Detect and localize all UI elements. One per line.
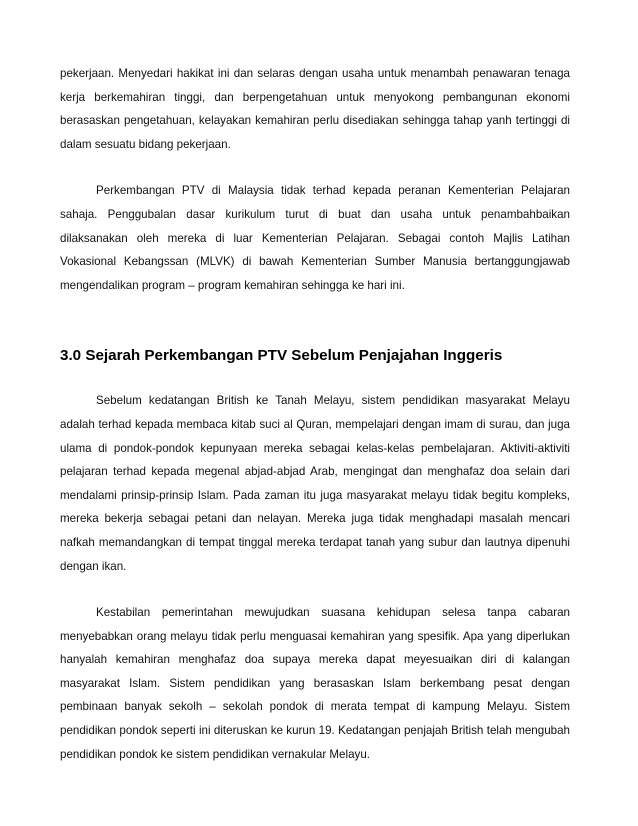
section-heading: 3.0 Sejarah Perkembangan PTV Sebelum Penjajahan Inggeris [60, 347, 503, 365]
section-paragraph-1: Sebelum kedatangan British ke Tanah Melayu, sistem pendidikan masyarakat Melayu adalah terhad kepada membaca kitab suci al Quran, mempelajari dengan imam di surau, dan juga ulama di pondok-pondok kepunyaan mereka sebagai kelas-kelas pembelajaran. Aktiviti-aktiviti pelajaran terhad kepada megenal abjad-abjad Arab, mengingat dan menghafaz doa selain dari mendalami prinsip-prinsip Islam. Pada zaman itu juga masyarakat melayu tidak begitu kompleks, mereka bekerja sebagai petani dan nelayan. Mereka juga tidak menghadapi masalah mencari nafkah memandangkan di tempat tinggal mereka terdapat tanah yang subur dan lautnya dipenuhi dengan ikan. [60, 394, 570, 573]
paragraph-2: Perkembangan PTV di Malaysia tidak terhad kepada peranan Kementerian Pelajaran sahaja. Penggubalan dasar kurikulum turut di buat dan usaha untuk penambahbaikan dilaksanakan oleh mereka di luar Kementerian Pelajaran. Sebagai contoh Majlis Latihan Vokasional Kebangssan (MLVK) di bawah Kementerian Sumber Manusia bertanggungjawab mengendalikan program – program kemahiran sehingga ke hari ini. [60, 184, 570, 292]
paragraph-1: pekerjaan. Menyedari hakikat ini dan selaras dengan usaha untuk menambah penawaran tenaga kerja berkemahiran tinggi, dan berpengetahuan untuk menyokong pembangunan ekonomi berasaskan pengetahuan, kelayakan kemahiran perlu disediakan sehingga tahap yanh tertinggi di dalam sesuatu bidang pekerjaan. [60, 67, 570, 151]
document-page [60, 62, 570, 766]
section-paragraph-2: Kestabilan pemerintahan mewujudkan suasana kehidupan selesa tanpa cabaran menyebabkan orang melayu tidak perlu menguasai kemahiran yang spesifik. Apa yang diperlukan hanyalah kemahiran menghafaz doa supaya mereka dapat meyesuaikan diri di kalangan masyarakat Islam. Sistem pendidikan yang berasaskan Islam berkembang pesat dengan pembinaan banyak sekolh – sekolah pondok di merata tempat di kampung Melayu. Sistem pendidikan pondok seperti ini diteruskan ke kurun 19. Kedatangan penjajah British telah mengubah pendidikan pondok ke sistem pendidikan vernakular Melayu. [60, 606, 570, 761]
section-heading-wrap [60, 345, 570, 367]
